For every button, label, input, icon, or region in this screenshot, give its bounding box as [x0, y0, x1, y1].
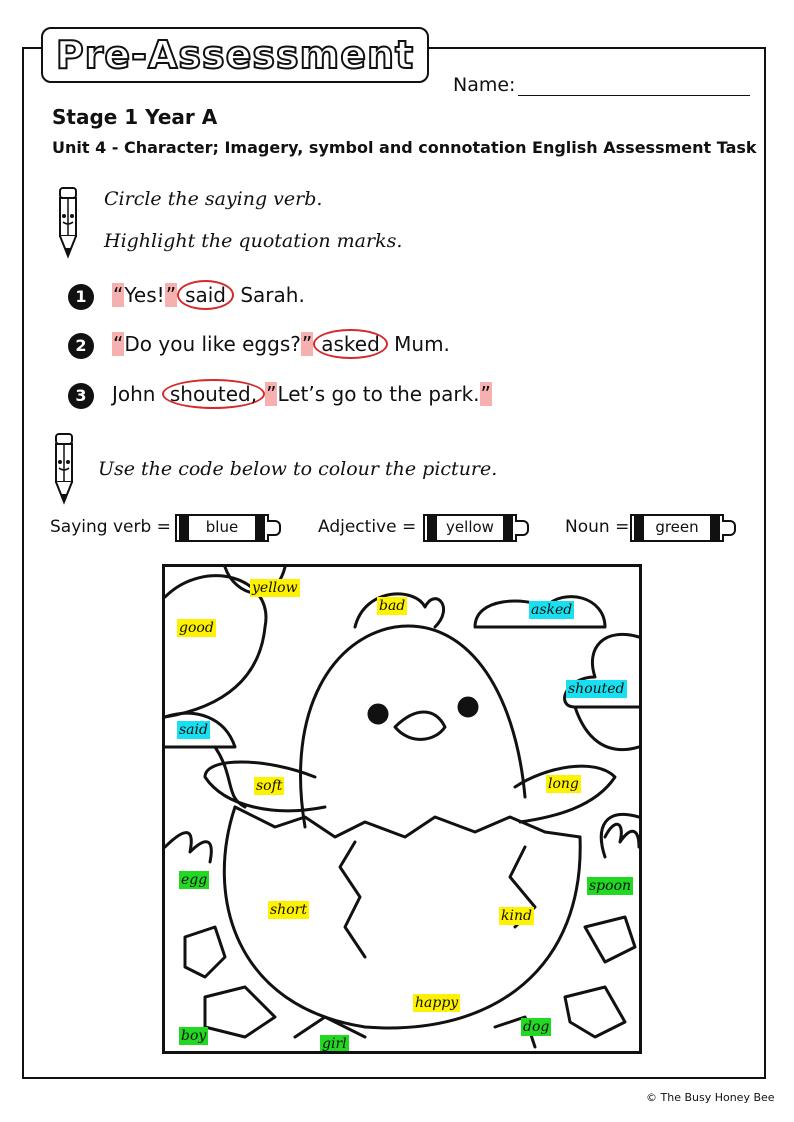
quote-text: Yes!	[124, 283, 165, 307]
picture-word: boy	[181, 1028, 207, 1044]
pencil-icon	[50, 186, 86, 260]
quote-open[interactable]: ”	[266, 382, 277, 406]
picture-word: girl	[322, 1036, 347, 1052]
picture-word: short	[270, 902, 307, 918]
quote-close[interactable]: ”	[480, 382, 491, 406]
crayon-label: yellow	[446, 518, 494, 536]
quote-close[interactable]: ”	[165, 283, 177, 307]
picture-word: shouted	[568, 681, 625, 697]
saying-verb[interactable]: said	[177, 280, 234, 310]
picture-word: dog	[523, 1019, 550, 1035]
picture-word: happy	[415, 995, 459, 1011]
copyright-text: © The Busy Honey Bee	[646, 1091, 775, 1104]
picture-word: good	[179, 620, 214, 636]
colouring-picture[interactable]	[162, 564, 642, 1054]
quote-text: Do you like eggs?	[124, 332, 301, 356]
sentence-start: John	[112, 382, 162, 406]
sentence-end: Mum.	[387, 332, 450, 356]
pencil-icon	[46, 432, 82, 506]
unit-heading: Unit 4 - Character; Imagery, symbol and connotation English Assessment Task	[52, 138, 757, 157]
saying-verb[interactable]: asked	[313, 329, 388, 359]
question-2	[68, 332, 450, 359]
instruction-highlight: Highlight the quotation marks.	[104, 230, 403, 252]
picture-word: asked	[531, 602, 573, 618]
question-number: 1	[68, 284, 94, 310]
title-banner	[41, 27, 429, 83]
name-field[interactable]	[518, 95, 750, 96]
instruction-colour: Use the code below to colour the picture.	[98, 458, 498, 480]
legend-saying-verb-label: Saying verb =	[50, 517, 171, 537]
picture-word: egg	[181, 872, 208, 888]
picture-word: soft	[256, 778, 283, 794]
picture-word: long	[548, 776, 579, 792]
chick-in-egg-illustration	[165, 567, 639, 1051]
quote-text: Let’s go to the park.	[277, 382, 480, 406]
question-1	[68, 283, 305, 310]
question-number: 2	[68, 333, 94, 359]
legend-adjective-label: Adjective =	[318, 517, 417, 537]
picture-word: said	[179, 722, 208, 738]
crayon-label: blue	[205, 518, 239, 536]
sentence-end: Sarah.	[234, 283, 305, 307]
name-label: Name:	[453, 74, 516, 96]
instruction-circle: Circle the saying verb.	[104, 188, 323, 210]
legend-noun-label: Noun =	[565, 517, 630, 537]
saying-verb[interactable]: shouted,	[162, 379, 265, 409]
question-number: 3	[68, 383, 94, 409]
question-3	[68, 382, 492, 409]
page-title: Pre-Assessment	[55, 33, 415, 77]
quote-close[interactable]: ”	[301, 332, 313, 356]
picture-word: kind	[501, 908, 532, 924]
picture-word: spoon	[589, 878, 632, 894]
picture-word: bad	[379, 598, 406, 614]
stage-heading: Stage 1 Year A	[52, 105, 218, 129]
picture-word: yellow	[252, 580, 298, 596]
crayon-label: green	[655, 518, 699, 536]
quote-open[interactable]: “	[113, 332, 124, 356]
quote-open[interactable]: “	[113, 283, 124, 307]
